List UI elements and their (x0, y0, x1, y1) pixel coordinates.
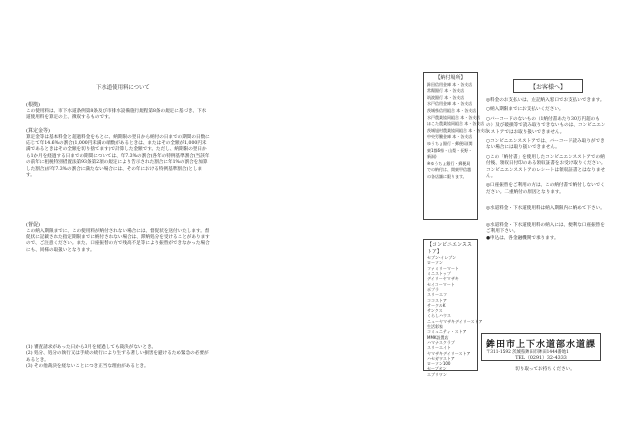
customer-notes (486, 98, 606, 245)
notice-heading: (督促) (26, 222, 40, 228)
notice-paragraph: ◎水道料金・下水道使用料は納入期限内に納めて下さい。 (486, 206, 605, 212)
bank-item: 常陽銀行 本・各支店 (427, 88, 465, 94)
customer-notice-heading-box (513, 79, 583, 93)
basis-section (26, 102, 210, 121)
office-address: 〒311-1592 茨城県鉾田市鉾田1444番地1 (486, 350, 569, 355)
calc-text: 算定金等は基本料金と超過料金をもとに、納期限の翌日から納付の日までの期間の日数に応じて年14.6%の割合(1,000円未満の端数があるときは、またはその全額が1,000円未満であるときはその全額を切り捨てます)で計算した金額です。ただし、納期限の翌日から1か月を経過する日までの期間については、年7.3%の割合(各年の特例基準割合(当該年の前年に租税特別措置法第93条第2項の規定により告示された割合に年1%の割合を加算した割合)が年7.3%の割合に満たない場合には、その年における特例基準割合)とします。 (26, 134, 210, 179)
basis-heading: (根拠) (26, 102, 40, 108)
calc-section (26, 128, 210, 179)
notice-paragraph: ○バーコードのないもの（1納付書あたり30万円超のもの）及び破損等で読み取りできないものは、コンビニエンスストアではお取り扱いできません。 (486, 116, 606, 135)
store-item: サークルK (427, 302, 446, 308)
office-contact-box (481, 333, 601, 361)
store-item: セーブオン (427, 366, 447, 372)
store-item: コミュニティ・ストア (427, 329, 467, 335)
notes-list (26, 345, 210, 371)
bank-item: 水戸農業協同組合 本・各支店 (427, 114, 481, 120)
basis-text: この使用料は、市下水道条例第8条及び市排水設備施行規程第8条の規定に基づき、下水道使用料を算定の上、徴収するものです。 (26, 108, 207, 120)
store-item: ハセガワストア (427, 355, 455, 361)
notice-paragraph: ◎料金のお支払いは、左記納入窓口でお支払いできます。 (486, 98, 605, 103)
note-item: (2) 処分、処分の執行又は手続の続行により生ずる著しい損害を避けるため緊急の必要があるとき。 (26, 351, 209, 363)
notice-paragraph: ◎水道料金・下水道使用料の納入には、便利な口座振替をご利用下さい。 (486, 222, 605, 235)
notice-paragraph: ○この「納付書」を使用したコンビニエンスストアでの納付後、領収日付印のある領収証書をお受け取りください。コンビニエンスストアのレシートは領収証書とはなりません。 (486, 154, 606, 180)
store-item: スリーエフ (427, 292, 447, 298)
bank-item: ほこた農業協同組合 本・各支店 (427, 121, 485, 127)
notice-paragraph: ○納入期限までにお支払いください。 (486, 107, 564, 113)
notice-section (26, 222, 210, 254)
store-item: ヤマザキデイリーストア (427, 350, 471, 356)
notice-paragraph: ●申込は、各金融機関で承ります。 (486, 235, 559, 241)
store-item: セイコーマート (427, 281, 455, 287)
convenience-store-heading: 【コンビニエンスストア】 (427, 242, 472, 255)
note-item: (1) 審査請求があった日から3月を経過しても裁決がないとき。 (26, 345, 157, 350)
notice-paragraph: ○コンビニエンスストアでは、バーコード読み取りができない場合には取り扱いできません。 (486, 139, 605, 151)
bank-item: ゆうちょ銀行・郵便局(関東1都6県・山梨・長野・新潟) (427, 140, 473, 160)
bank-item: 中央労働金庫 本・各支店 (427, 134, 473, 140)
store-item: ファミリーマート (427, 265, 459, 271)
store-item: エブリワン (427, 371, 447, 377)
cut-note: 切り取ってお持ちください。 (515, 367, 575, 372)
store-item: サンクス (427, 308, 443, 314)
store-item: ポプラ (427, 286, 439, 292)
store-item: ローソン (427, 260, 443, 266)
store-item: デイリーヤマザキ (427, 276, 459, 282)
bank-item: 筑波銀行 本・各支店 (427, 94, 465, 100)
bank-list (427, 81, 489, 181)
store-item: ミニストップ (427, 271, 451, 277)
store-item: スリーエイト (427, 345, 451, 351)
store-item: 生活彩家 (427, 324, 443, 330)
customer-notice-heading: 【お客様へ】 (529, 83, 566, 91)
note-item: (3) その他裁決を経ないことにつき正当な理由があるとき。 (26, 364, 149, 370)
bank-note: ※ゆうちょ銀行・郵便局での納付は、関東甲信越の各店舗に限ります。 (427, 160, 471, 179)
notice-text: この納入期限までに、この使用料が納付されない場合には、督促状を送付いたします。督促状に記載された指定期限までに納付されない場合は、滞納処分を受けることがありますので、ご注意ください。また、口座振替の方で残高不足等により振替ができなかった場合にも、同様の取扱いとなります。 (26, 228, 210, 253)
store-item: ハマナスクラブ (427, 339, 455, 345)
convenience-store-box (423, 239, 483, 377)
office-tel: TEL（0291）32-4333 (515, 355, 567, 361)
store-list (427, 255, 483, 377)
store-item: ニューヤマザキデイリーストア (427, 318, 483, 324)
bank-item: 鉾田信用金庫 本・各支店 (427, 81, 473, 87)
store-item: ココストア (427, 297, 447, 303)
payment-places-box (423, 72, 489, 220)
bank-item: 茨城県信用組合 本・各支店 (427, 107, 477, 113)
store-item: ローソン100 (427, 361, 451, 367)
store-item: MMK設置店 (427, 334, 449, 340)
store-item: セブン-イレブン (427, 255, 457, 261)
store-item: くらしハウス (427, 313, 451, 319)
bank-item: 水戸信用金庫 本・各支店 (427, 101, 473, 107)
calc-heading: (算定金等) (26, 128, 50, 134)
bank-item: 茨城旭村農業協同組合 本・各支店 (427, 127, 489, 133)
notice-paragraph: ◎口座振替をご利用の方は、この納付書で納付しないでください。二重納付の原因となります。 (486, 183, 605, 195)
usage-fee-title: 下水道使用料について (96, 85, 150, 91)
payment-places-heading: 【納付場所】 (435, 75, 466, 81)
office-name: 鉾田市上下水道部水道課 (486, 340, 597, 350)
